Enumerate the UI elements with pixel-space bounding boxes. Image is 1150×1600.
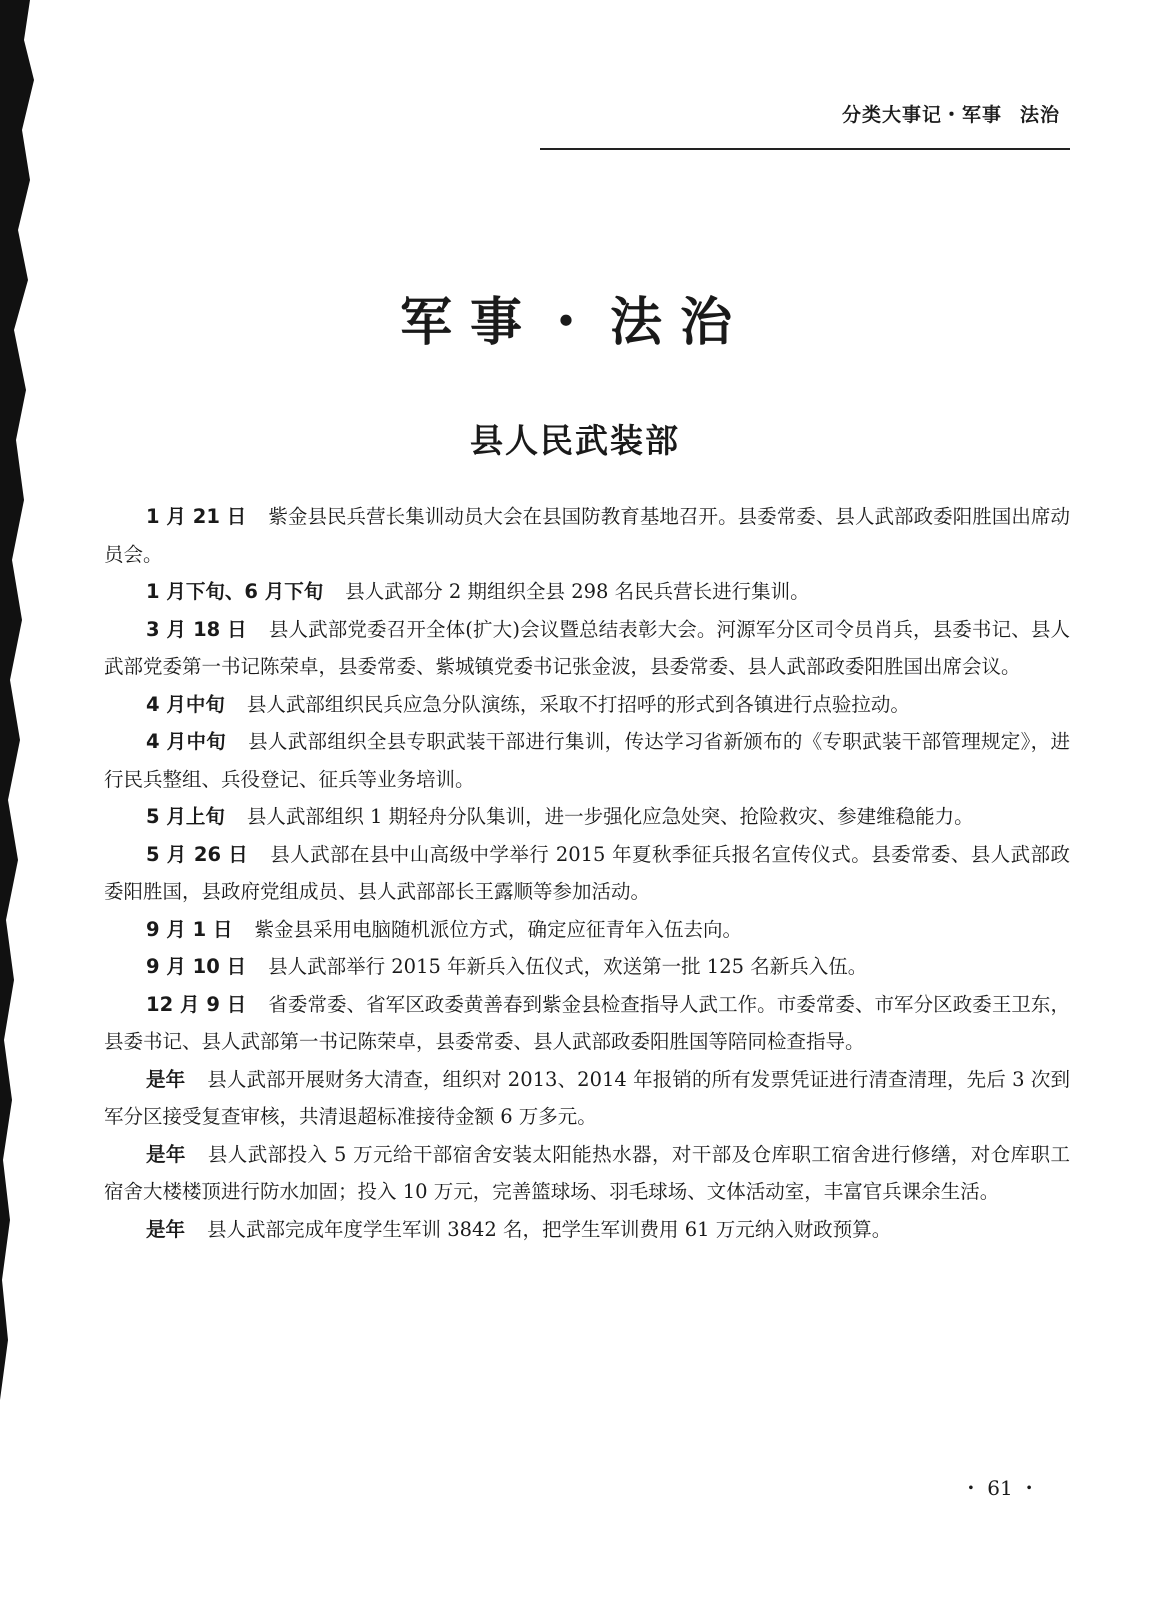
entry-date: 是年 bbox=[146, 1067, 186, 1091]
chronicle-entry bbox=[104, 498, 1070, 573]
entry-date: 1 月 21 日 bbox=[146, 505, 247, 528]
running-header bbox=[540, 100, 1060, 127]
chronicle-entry bbox=[104, 948, 1070, 986]
header-category: 分类大事记・军事 bbox=[841, 104, 1002, 126]
chronicle-entry bbox=[104, 1136, 1070, 1211]
chronicle-entry bbox=[104, 573, 1070, 611]
entry-date: 1 月下旬、6 月下旬 bbox=[146, 580, 324, 603]
entry-text: 紫金县民兵营长集训动员大会在县国防教育基地召开。县委常委、县人武部政委阳胜国出席动员会。 bbox=[104, 505, 1070, 566]
entry-date: 12 月 9 日 bbox=[146, 992, 247, 1016]
entry-text: 县人武部组织全县专职武装干部进行集训，传达学习省新颁布的《专职武装干部管理规定》，进行民兵整组、兵役登记、征兵等业务培训。 bbox=[104, 730, 1070, 791]
chronicle-entry bbox=[104, 1061, 1070, 1136]
entry-date: 4 月中旬 bbox=[146, 692, 225, 716]
entry-text: 县人武部分 2 期组织全县 298 名民兵营长进行集训。 bbox=[345, 580, 810, 603]
entry-text: 县人武部党委召开全体(扩大)会议暨总结表彰大会。河源军分区司令员肖兵，县委书记、县人武部党委第一书记陈荣卓，县委常委、紫城镇党委书记张金波，县委常委、县人武部政委阳胜国出席会议。 bbox=[104, 617, 1071, 678]
chronicle-entry bbox=[104, 798, 1070, 836]
torn-page-edge bbox=[0, 0, 60, 1600]
entry-text: 县人武部举行 2015 年新兵入伍仪式，欢送第一批 125 名新兵入伍。 bbox=[268, 955, 868, 978]
entry-date: 9 月 1 日 bbox=[146, 917, 233, 941]
entry-date: 3 月 18 日 bbox=[146, 617, 247, 641]
header-rule bbox=[540, 148, 1070, 150]
entry-text: 县人武部组织 1 期轻舟分队集训，进一步强化应急处突、抢险救灾、参建维稳能力。 bbox=[246, 805, 974, 828]
header-subcategory: 法治 bbox=[1019, 104, 1060, 126]
chronicle-entry bbox=[104, 1211, 1070, 1249]
entry-date: 9 月 10 日 bbox=[146, 955, 247, 978]
entry-text: 县人武部组织民兵应急分队演练，采取不打招呼的形式到各镇进行点验拉动。 bbox=[246, 692, 910, 716]
entry-text: 县人武部开展财务大清查，组织对 2013、2014 年报销的所有发票凭证进行清查清理，先后 3 次到军分区接受复查审核，共清退超标准接待金额 6 万多元。 bbox=[104, 1067, 1070, 1128]
page-number: ・ 61 ・ bbox=[960, 1476, 1040, 1500]
entry-text: 县人武部完成年度学生军训 3842 名，把学生军训费用 61 万元纳入财政预算。 bbox=[207, 1217, 892, 1241]
chronicle-entry bbox=[104, 986, 1070, 1061]
entry-date: 是年 bbox=[146, 1142, 186, 1166]
subsection-title: 县人民武装部 bbox=[470, 421, 680, 460]
chronicle-entry bbox=[104, 723, 1070, 798]
entry-text: 县人武部投入 5 万元给干部宿舍安装太阳能热水器，对干部及仓库职工宿舍进行修缮，对仓库职工宿舍大楼楼顶进行防水加固；投入 10 万元，完善篮球场、羽毛球场、文体活动室，丰富官兵课余生活。 bbox=[104, 1142, 1070, 1203]
chronicle-entry bbox=[104, 836, 1070, 911]
section-title: 军事・法治 bbox=[399, 293, 750, 353]
entry-text: 省委常委、省军区政委黄善春到紫金县检查指导人武工作。市委常委、市军分区政委王卫东，县委书记、县人武部第一书记陈荣卓，县委常委、县人武部政委阳胜国等陪同检查指导。 bbox=[104, 992, 1070, 1053]
chronicle-entry bbox=[104, 611, 1070, 686]
chronicle-entries bbox=[104, 498, 1070, 1248]
entry-text: 紫金县采用电脑随机派位方式，确定应征青年入伍去向。 bbox=[254, 917, 743, 941]
chronicle-entry bbox=[104, 911, 1070, 949]
entry-date: 5 月 26 日 bbox=[146, 842, 249, 866]
entry-date: 是年 bbox=[146, 1217, 186, 1241]
entry-date: 5 月上旬 bbox=[146, 805, 225, 828]
chronicle-entry bbox=[104, 686, 1070, 724]
entry-date: 4 月中旬 bbox=[146, 730, 227, 753]
entry-text: 县人武部在县中山高级中学举行 2015 年夏秋季征兵报名宣传仪式。县委常委、县人武部政委阳胜国，县政府党组成员、县人武部部长王露顺等参加活动。 bbox=[104, 842, 1070, 903]
